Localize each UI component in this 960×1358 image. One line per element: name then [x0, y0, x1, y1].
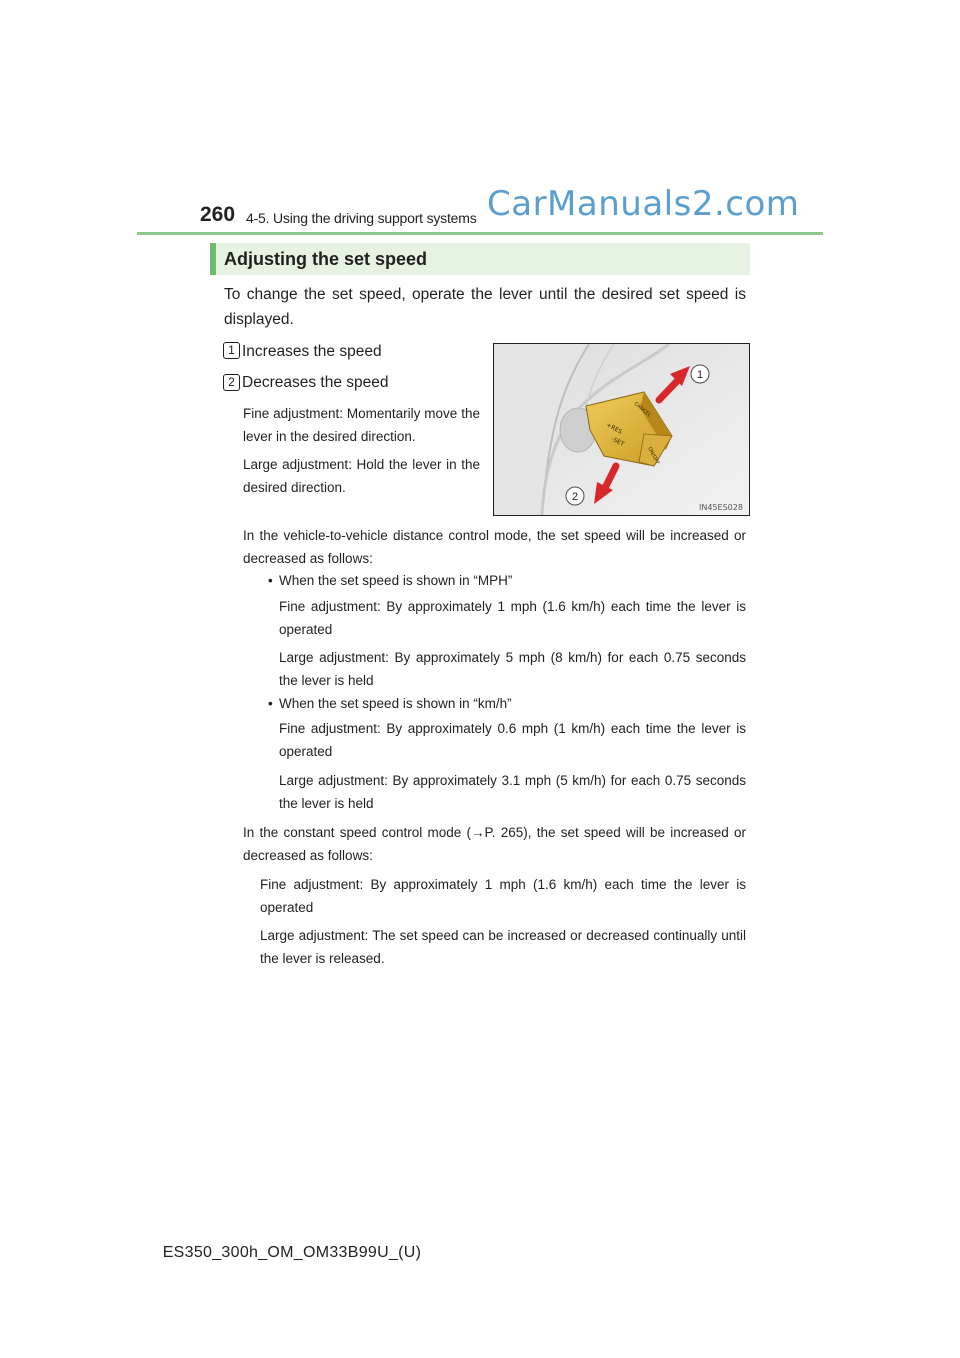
mph-bullet: When the set speed is shown in “MPH”	[279, 573, 513, 588]
lever-illustration-svg	[494, 344, 749, 515]
constant-mode-intro: In the constant speed control mode (→P. 265), the set speed will be increased or decreased as follows:	[243, 825, 746, 863]
watermark-link[interactable]: CarManuals2.com	[487, 184, 800, 224]
callout-2-label: 2	[571, 491, 579, 503]
constant-fine: Fine adjustment: By approximately 1 mph (1.6 km/h) each time the lever is operated	[260, 877, 746, 915]
callout-1-label: 1	[696, 369, 704, 381]
header-divider	[137, 232, 823, 235]
lever-label-onoff: ON/OFF	[646, 446, 661, 466]
callout-1	[691, 365, 709, 383]
step-number-1: 1	[223, 342, 240, 359]
lever-label-cancel: CANCEL	[632, 400, 652, 419]
kmh-fine: Fine adjustment: By approximately 0.6 mph (1 km/h) each time the lever is operated	[279, 721, 746, 759]
mph-large: Large adjustment: By approximately 5 mph (8 km/h) for each 0.75 seconds the lever is held	[279, 650, 746, 688]
lever-illustration	[493, 343, 750, 516]
item-decrease-speed: Decreases the speed	[242, 374, 389, 391]
mph-fine: Fine adjustment: By approximately 1 mph (1.6 km/h) each time the lever is operated	[279, 599, 746, 637]
large-adjustment-note: Large adjustment: Hold the lever in the desired direction.	[243, 457, 480, 495]
figure-code: IN45ES028	[699, 503, 743, 512]
lever-label-set: -SET	[610, 435, 626, 449]
vehicle-mode-intro: In the vehicle-to-vehicle distance control mode, the set speed will be increased or decreased as follows:	[243, 528, 746, 566]
footer-code: ES350_300h_OM_OM33B99U_(U)	[162, 1244, 422, 1261]
page-number: 260	[200, 203, 236, 226]
chapter-title: 4-5. Using the driving support systems	[246, 210, 477, 226]
kmh-large: Large adjustment: By approximately 3.1 mph (5 km/h) for each 0.75 seconds the lever is held	[279, 773, 746, 811]
lever-label-res: +RES	[605, 421, 624, 436]
callout-2	[566, 487, 584, 505]
kmh-bullet: When the set speed is shown in “km/h”	[279, 696, 512, 711]
bullet-marker-mph: •	[268, 573, 273, 588]
constant-large: Large adjustment: The set speed can be increased or decreased continually until the lever is released.	[260, 928, 746, 966]
section-title: Adjusting the set speed	[224, 249, 428, 269]
step-number-2: 2	[223, 374, 240, 391]
item-increase-speed: Increases the speed	[242, 343, 382, 360]
intro-paragraph: To change the set speed, operate the lever until the desired set speed is displayed.	[224, 286, 746, 328]
fine-adjustment-note: Fine adjustment: Momentarily move the lever in the desired direction.	[243, 406, 480, 444]
bullet-marker-kmh: •	[268, 696, 273, 711]
footer	[0, 1244, 960, 1262]
